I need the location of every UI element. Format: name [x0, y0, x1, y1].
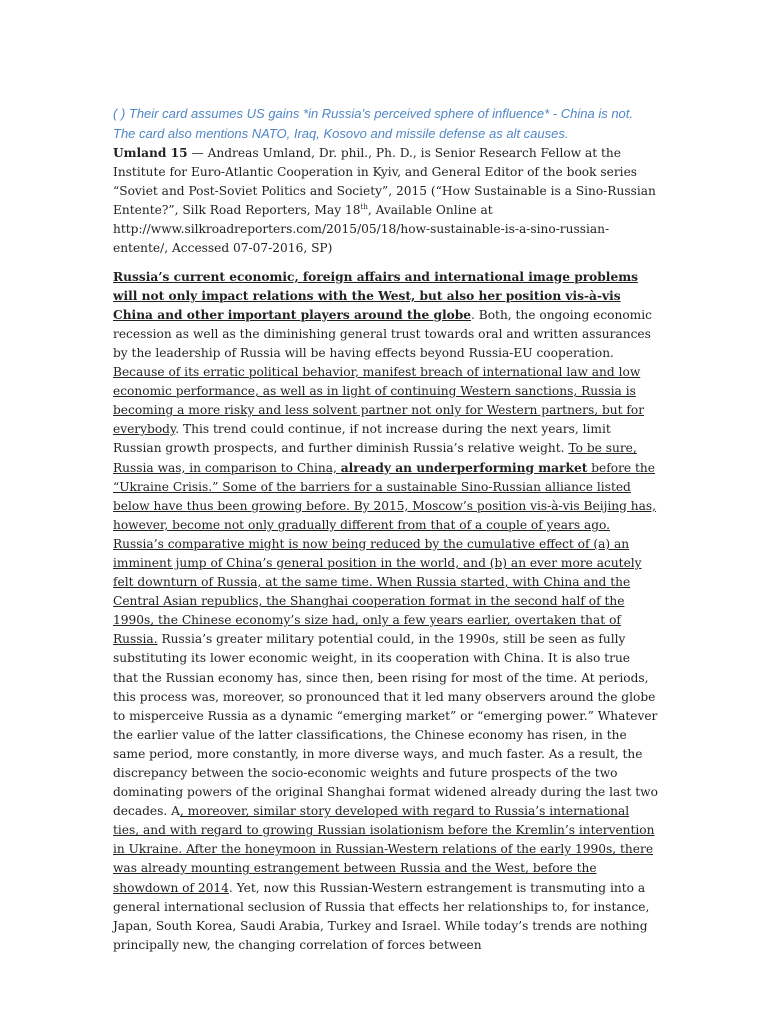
- card-text-segment: To be sure, Russia was, in comparison to China,: [113, 441, 637, 475]
- card-text-segment: . Yet, now this Russian-Western estrangement is transmuting into a general international seclusion of Russia that effects her relationships to, for instance, Japan, South Korea, Saudi Arabia, Turkey and Israel. While today’s trends are nothing principally new, the changing correlation of forces between: [113, 880, 650, 952]
- citation-author-year: Umland 15: [113, 146, 188, 160]
- card-body: [113, 268, 658, 955]
- card-text-segment: already an underperforming market: [340, 460, 588, 475]
- card-text-segment: , moreover, similar story developed with regard to Russia’s international ties, and with regard to growing Russian isolationism before the Kremlin’s intervention in Ukraine. After the honeymoon in Russian-Western relations of the early 1990s, there was already mounting estrangement between Russia and the West, before the showdown of 2014: [113, 804, 655, 895]
- card-text-segment: . This trend could continue, if not increase during the next years, limit Russian growth prospects, and further diminish Russia’s relative weight.: [113, 422, 611, 456]
- card-tag: ( ) Their card assumes US gains *in Russia’s perceived sphere of influence* - China is not. The card also mentions NATO, Iraq, Kosovo and missile defense as alt causes.: [113, 106, 633, 141]
- card-text-segment: before the “Ukraine Crisis.” Some of the barriers for a sustainable Sino-Russian alliance listed below have thus been growing before. By 2015, Moscow’s position vis-à-vis Beijing has, however, become not only gradually different from that of a couple of years ago. Russia’s comparative might is now being reduced by the cumulative effect of (a) an imminent jump of China’s general position in the world, and (b) an ever more acutely felt downturn of Russia, at the same time. When Russia started, with China and the Central Asian republics, the Shanghai cooperation format in the second half of the 1990s, the Chinese economy’s size had, only a few years earlier, overtaken that of Russia.: [113, 460, 657, 647]
- citation-details-continued: , Available Online at http://www.silkroadreporters.com/2015/05/18/how-sustainable-is-a-sino-russian-entente/, Accessed 07-07-2016, SP): [113, 203, 610, 256]
- document-page: [113, 104, 658, 955]
- card-text-segment: Because of its erratic political behavior, manifest breach of international law and low economic performance, as well as in light of continuing Western sanctions, Russia is becoming a more risky and less solvent partner not only for Western partners, but for everybody: [113, 365, 645, 437]
- citation-details: — Andreas Umland, Dr. phil., Ph. D., is Senior Research Fellow at the Institute for Euro-Atlantic Cooperation in Kyiv, and General Editor of the book series “Soviet and Post-Soviet Politics and Society”, 2015 (“How Sustainable is a Sino-Russian Entente?”, Silk Road Reporters, May 18: [113, 146, 656, 218]
- card-text-segment: Russia’s current economic, foreign affairs and international image problems will not only impact relations with the West, but also her position vis-à-vis China and other important players around the globe: [113, 269, 638, 322]
- citation: [113, 144, 658, 259]
- citation-date-suffix: th: [360, 203, 368, 212]
- card-text-segment: . Both, the ongoing economic recession as well as the diminishing general trust towards oral and written assurances by the leadership of Russia will be having effects beyond Russia-EU cooperation.: [113, 307, 652, 360]
- card-text-segment: Russia’s greater military potential could, in the 1990s, still be seen as fully substituting its lower economic weight, in its cooperation with China. It is also true that the Russian economy has, since then, been rising for most of the time. At periods, this process was, moreover, so pronounced that it led many observers around the globe to misperceive Russia as a dynamic “emerging market” or “emerging power.” Whatever the earlier value of the latter classifications, the Chinese economy has risen, in the same period, more constantly, in more diverse ways, and much faster. As a result, the discrepancy between the socio-economic weights and future prospects of the two dominating powers of the original Shanghai format widened already during the last two decades. A: [113, 632, 658, 819]
